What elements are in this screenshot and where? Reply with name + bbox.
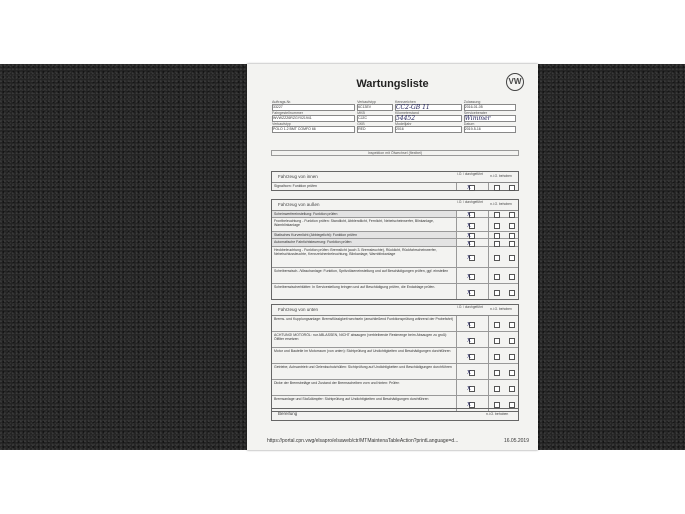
maintenance-document: [247, 64, 538, 450]
row-text: ACHTUNG! MOTORÖL: nur ABLASSEN, NICHT absaugen (verbleibende Restmenge beim Absaugen zu groß): Ölfilter ersetzen: [272, 332, 457, 347]
checklist-row: [272, 316, 518, 332]
engine-code: CJZC: [357, 115, 393, 122]
checkbox[interactable]: [509, 338, 515, 344]
checkbox[interactable]: [509, 223, 515, 229]
signature-mark: x: [467, 231, 471, 239]
nok-cell: [489, 380, 518, 395]
document-title: Wartungsliste: [356, 78, 429, 90]
signature-mark: x: [467, 335, 471, 344]
checkbox[interactable]: [509, 402, 515, 408]
checkbox[interactable]: [494, 185, 500, 191]
footer-url: https://portal.cpn.vwg/elsapro/elsaweb/ctr/MTMaintenaTableAction?printLanguage=d...: [267, 438, 459, 444]
signature-mark: x: [467, 383, 471, 392]
ok-cell: [457, 332, 489, 347]
ok-cell: [457, 380, 489, 395]
nok-cell: [489, 247, 518, 267]
checkbox[interactable]: [494, 290, 500, 296]
field-label: Datum: [463, 122, 475, 126]
section-header: [272, 305, 518, 316]
section-title: Fahrzeug von unten: [278, 307, 319, 312]
signature-mark: x: [467, 220, 471, 229]
signature-mark: x: [467, 399, 471, 408]
row-text: Statisches Kurvenlicht (Abbiegelicht): Funktion prüfen: [272, 232, 457, 238]
checklist-row: [272, 332, 518, 348]
field-label: Zulassung: [463, 100, 481, 104]
section-exterior: [271, 199, 519, 300]
field-label: Kilometerstand: [394, 111, 419, 115]
ok-cell: [457, 183, 489, 190]
section-title: Bereifung: [278, 411, 298, 416]
checkbox[interactable]: [509, 386, 515, 392]
service-advisor: Wimmer: [464, 115, 516, 122]
model: POLO 1.2 BMT COMFO 66: [272, 126, 355, 133]
signature-mark: x: [467, 253, 471, 261]
ok-cell: [457, 364, 489, 379]
row-text: Signalhorn: Funktion prüfen: [272, 183, 457, 190]
section-title: Fahrzeug von außen: [278, 202, 320, 207]
ok-cell: [457, 268, 489, 283]
row-text: Brems- und Kupplungsanlage: Bremsflüssigkeit wechseln (anschließend Funktionsprüfung während der Probefahrt): [272, 316, 457, 331]
column-ok-header: i.O. / durchgeführt: [457, 200, 483, 204]
ok-cell: [457, 316, 489, 331]
date: 2019-5-16: [464, 126, 516, 133]
checklist-row: [272, 211, 518, 218]
checklist-row: [272, 348, 518, 364]
row-text: Scheinwerfereinstellung: Funktion prüfen: [272, 211, 457, 217]
signature-mark: x: [467, 351, 471, 360]
nok-cell: [489, 218, 518, 231]
ok-cell: [457, 284, 489, 299]
section-tires: [271, 408, 519, 421]
section-interior: [271, 171, 519, 191]
ok-cell: [457, 211, 489, 217]
signature-mark: x: [467, 271, 471, 280]
checkbox[interactable]: [494, 354, 500, 360]
registration-date: 2016-01-05: [464, 104, 516, 111]
nok-cell: [489, 316, 518, 331]
field-label: Modelljahr: [394, 122, 412, 126]
section-header: [272, 200, 518, 211]
row-text: Bremsanlage und Stoßdämpfer: Sichtprüfung auf Undichtigkeiten und Beschädigungen durchführen: [272, 396, 457, 411]
section-header: [272, 172, 518, 183]
checkbox[interactable]: [509, 370, 515, 376]
vehicle-info-table: [271, 100, 517, 133]
row-text: Motor und Bauteile im Motorraum (von unten): Sichtprüfung auf Undichtigkeiten und Beschädigungen durchführen: [272, 348, 457, 363]
checkbox[interactable]: [509, 290, 515, 296]
field-label: Auftrags-Nr.: [272, 100, 292, 104]
checkbox[interactable]: [509, 354, 515, 360]
checkbox[interactable]: [494, 223, 500, 229]
column-nok-header: n.i.O. behoben: [490, 307, 512, 311]
ok-cell: [457, 232, 489, 238]
mileage: 54452: [395, 115, 462, 122]
nok-cell: [489, 364, 518, 379]
signature-mark: x: [467, 319, 471, 328]
gearbox-code: RED: [357, 126, 393, 133]
checkbox[interactable]: [494, 274, 500, 280]
row-text: Heckbeleuchtung - Funktion prüfen: Bremslicht (auch 3. Bremsleuchte), Rücklicht, Rückfahrscheinwerfer, Nebelschlussleuchte, Kennzeichenbeleuchtung, Blinkanlage, Warnblinkanlage: [272, 247, 457, 267]
nok-cell: [489, 332, 518, 347]
vin: WVWZZZ6RZGY021941: [272, 115, 355, 122]
ok-cell: [457, 239, 489, 246]
nok-cell: [489, 348, 518, 363]
field-label: Verkaufstyp: [357, 100, 376, 104]
nok-cell: [489, 284, 518, 299]
checklist-row: [272, 284, 518, 299]
nok-cell: [489, 268, 518, 283]
checkbox[interactable]: [494, 338, 500, 344]
order-number: 33227: [272, 104, 355, 111]
checkbox[interactable]: [509, 241, 515, 247]
checkbox[interactable]: [494, 241, 500, 247]
row-text: Frontbeleuchtung - Funktion prüfen: Standlicht, Abblendlicht, Fernlicht, Nebelscheinwerfer, Blinkanlage, Warnblinkanlage: [272, 218, 457, 231]
field-label: GKB: [357, 122, 365, 126]
column-nok-header: n.i.O. behoben: [490, 202, 512, 206]
section-title: Fahrzeug von innen: [278, 174, 318, 179]
nok-cell: [489, 183, 518, 190]
license-plate: CC2-GB 11: [395, 104, 462, 111]
ok-cell: [457, 218, 489, 231]
nok-cell: [489, 239, 518, 246]
checklist-row: [272, 380, 518, 396]
row-text: Getriebe, Achsantrieb und Gelenkschutzhüllen: Sichtprüfung auf Undichtigkeiten und Beschädigungen durchführen: [272, 364, 457, 379]
checklist-row: [272, 232, 518, 239]
signature-mark: x: [467, 210, 471, 218]
checkbox[interactable]: [494, 402, 500, 408]
column-nok-header: n.i.O. behoben: [486, 412, 509, 416]
nok-cell: [489, 232, 518, 238]
column-ok-header: i.O. / durchgeführt: [457, 172, 483, 176]
checklist-row: [272, 364, 518, 380]
signature-mark: x: [467, 287, 471, 296]
signature-mark: x: [467, 367, 471, 376]
column-nok-header: n.i.O. behoben: [490, 174, 512, 178]
ok-cell: [457, 348, 489, 363]
section-underbody: [271, 304, 519, 412]
signature-mark: x: [467, 182, 471, 191]
checkbox[interactable]: [494, 322, 500, 328]
print-footer: [267, 438, 529, 444]
inspection-note: Inspektion mit Ölwechsel (flexibel): [271, 150, 519, 156]
model-year: 2016: [395, 126, 462, 133]
field-label: Fahrgestellnummer: [272, 111, 303, 115]
field-label: Verkaufstyp: [272, 122, 291, 126]
vw-logo-icon: VW: [506, 73, 524, 91]
field-label: MKB: [357, 111, 365, 115]
checklist-row: [272, 247, 518, 268]
field-label: Serviceberater: [463, 111, 488, 115]
footer-date: 16.05.2019: [503, 438, 529, 444]
row-text: Scheibenwischerblätter: In Servicestellung bringen und auf Beschädigung prüfen, die Endablage prüfen.: [272, 284, 457, 299]
row-text: Automatische Fahrlichtsteuerung: Funktion prüfen: [272, 239, 457, 246]
checklist-row: [272, 183, 518, 190]
checkbox[interactable]: [494, 255, 500, 261]
checkbox[interactable]: [509, 185, 515, 191]
checklist-row: [272, 268, 518, 284]
checkbox[interactable]: [494, 370, 500, 376]
nok-cell: [489, 211, 518, 217]
sales-type: 6C13EV: [357, 104, 393, 111]
checkbox[interactable]: [509, 322, 515, 328]
field-label: Kennzeichen: [394, 100, 416, 104]
ok-cell: [457, 247, 489, 267]
checklist-row: [272, 218, 518, 232]
checklist-row: [272, 239, 518, 247]
signature-mark: x: [467, 238, 471, 247]
checkbox[interactable]: [509, 255, 515, 261]
checkbox[interactable]: [494, 386, 500, 392]
row-text: Dicke der Bremsbeläge und Zustand der Bremsscheiben vorn und hinten: Prüfen: [272, 380, 457, 395]
column-ok-header: i.O. / durchgeführt: [457, 305, 483, 309]
checkbox[interactable]: [509, 274, 515, 280]
row-text: Scheibenwisch- /Waschanlage: Funktion, Spritzdüseneinstellung und auf Beschädigungen prüfen, ggf. einstellen: [272, 268, 457, 283]
